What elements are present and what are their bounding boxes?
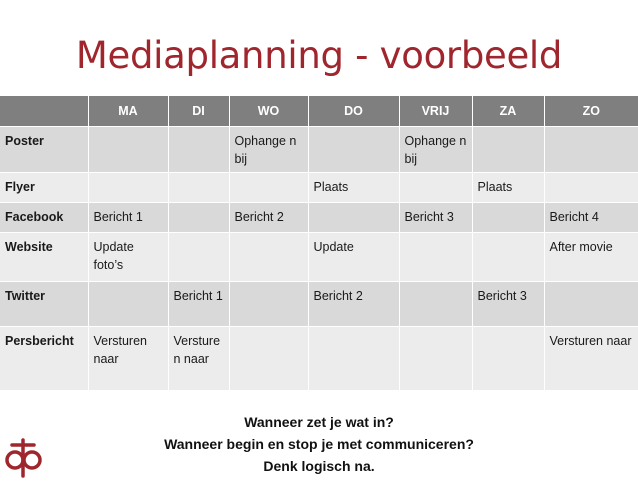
row-label: Poster — [0, 127, 88, 173]
table-cell — [308, 327, 399, 390]
question-line-2: Wanneer begin en stop je met communiceren? — [164, 436, 474, 452]
row-label: Flyer — [0, 173, 88, 203]
table-row-twitter — [0, 282, 638, 327]
table-cell: Update foto’s — [88, 233, 168, 282]
question-line-3: Denk logisch na. — [263, 458, 375, 474]
table-cell: Ophange n bij — [399, 127, 472, 173]
row-label: Twitter — [0, 282, 88, 327]
logo-lettermark — [7, 440, 40, 476]
row-label: Persbericht — [0, 327, 88, 390]
table-cell: Bericht 4 — [544, 203, 638, 233]
table-cell — [472, 327, 544, 390]
table-cell — [544, 282, 638, 327]
table-header-row — [0, 96, 638, 127]
table-cell — [88, 127, 168, 173]
table-cell — [308, 127, 399, 173]
table-cell — [399, 233, 472, 282]
table-cell: Bericht 1 — [88, 203, 168, 233]
table-cell — [544, 127, 638, 173]
header-day-ma: MA — [88, 96, 168, 127]
table-cell — [168, 173, 229, 203]
header-day-zo: ZO — [544, 96, 638, 127]
header-day-wo: WO — [229, 96, 308, 127]
table-cell — [472, 203, 544, 233]
table-cell — [229, 282, 308, 327]
table-row-flyer — [0, 173, 638, 203]
table-cell: Versturen naar — [168, 327, 229, 390]
table-cell: Bericht 3 — [472, 282, 544, 327]
table-cell — [229, 327, 308, 390]
header-corner-cell — [0, 96, 88, 127]
table-cell — [229, 173, 308, 203]
media-planning-table — [0, 96, 638, 390]
table-cell: Versturen naar — [544, 327, 638, 390]
table-cell — [399, 327, 472, 390]
table-cell — [168, 203, 229, 233]
table-cell — [88, 173, 168, 203]
table-cell: Ophange n bij — [229, 127, 308, 173]
table-cell — [229, 233, 308, 282]
table-cell: After movie — [544, 233, 638, 282]
table-cell: Bericht 1 — [168, 282, 229, 327]
table-row-poster — [0, 127, 638, 173]
header-day-vrij: VRIJ — [399, 96, 472, 127]
table-row-facebook — [0, 203, 638, 233]
table-row-persbericht — [0, 327, 638, 390]
question-line-1: Wanneer zet je wat in? — [244, 414, 394, 430]
table-cell — [472, 127, 544, 173]
table-cell — [88, 282, 168, 327]
table-cell: Plaats — [472, 173, 544, 203]
table-cell — [399, 282, 472, 327]
organization-logo-icon — [2, 436, 44, 478]
header-day-do: DO — [308, 96, 399, 127]
table-cell: Bericht 3 — [399, 203, 472, 233]
table-cell — [472, 233, 544, 282]
table-cell: Plaats — [308, 173, 399, 203]
header-day-di: DI — [168, 96, 229, 127]
table-cell — [544, 173, 638, 203]
footer-questions — [0, 411, 638, 477]
row-label: Website — [0, 233, 88, 282]
table-cell — [168, 233, 229, 282]
row-label: Facebook — [0, 203, 88, 233]
table-cell — [308, 203, 399, 233]
slide-title: Mediaplanning - voorbeeld — [75, 34, 563, 77]
table-cell: Bericht 2 — [229, 203, 308, 233]
table-cell — [399, 173, 472, 203]
table-cell: Bericht 2 — [308, 282, 399, 327]
header-day-za: ZA — [472, 96, 544, 127]
table-row-website — [0, 233, 638, 282]
table-cell: Versturen naar — [88, 327, 168, 390]
table-cell: Update — [308, 233, 399, 282]
table-cell — [168, 127, 229, 173]
